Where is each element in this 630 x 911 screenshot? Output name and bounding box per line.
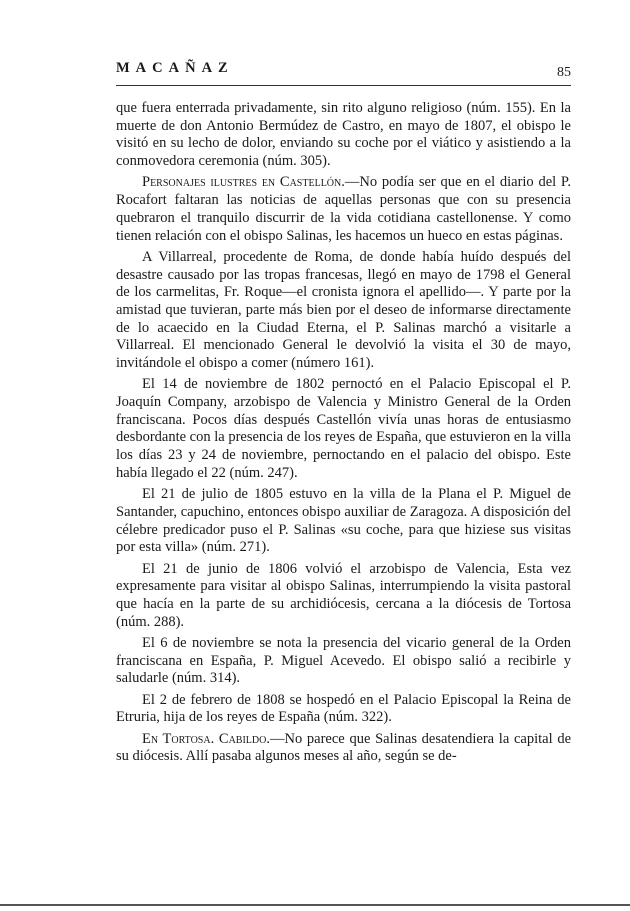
body-text	[116, 100, 571, 770]
section-lead: Personajes ilustres en Castellón.	[142, 174, 345, 191]
paragraph-4	[116, 376, 571, 482]
paragraph-text: que fuera enterrada privadamente, sin rito alguno religioso (núm. 155). En la muerte de don Antonio Bermúdez de Castro, en mayo de 1807, el obispo le visitó en su lecho de dolor, enviando su coche por el viático y asistiendo a la conmovedora ceremonia (núm. 305).	[116, 100, 571, 170]
scan-edge-line	[0, 904, 630, 906]
paragraph-9	[116, 731, 571, 766]
paragraph-6	[116, 561, 571, 632]
paragraph-text: A Villarreal, procedente de Roma, de donde había huído después del desastre causado por las tropas francesas, llegó en mayo de 1798 el General de los carmelitas, Fr. Roque—el cronista ignora el apellido—. Y parte por la amistad que tuvieran, parte más bien por el deseo de informarse directamente de lo acaecido en la Ciudad Eterna, el P. Salinas marchó a visitarle a Villarreal. El mencionado General le devolvió la visita el 30 de mayo, invitándole el obispo a comer (número 161).	[116, 248, 571, 372]
paragraph-text: El 2 de febrero de 1808 se hospedó en el Palacio Episcopal la Reina de Etruria, hija de los reyes de España (núm. 322).	[116, 691, 571, 726]
paragraph-2	[116, 174, 571, 245]
paragraph-8	[116, 692, 571, 727]
paragraph-7	[116, 635, 571, 688]
paragraph-3	[116, 249, 571, 373]
paragraph-text: El 14 de noviembre de 1802 pernoctó en el Palacio Episcopal el P. Joaquín Company, arzobispo de Valencia y Ministro General de la Orden franciscana. Pocos días después Castellón vivía unas horas de entusiasmo desbordante con la presencia de los reyes de España, que estuvieron en la villa los días 23 y 24 de noviembre, pernoctando en el palacio del obispo. Este había llegado el 22 (núm. 247).	[116, 376, 571, 481]
paragraph-text: El 6 de noviembre se nota la presencia del vicario general de la Orden franciscana en España, P. Miguel Acevedo. El obispo salió a recibirle y saludarle (núm. 314).	[116, 634, 571, 687]
paragraph-text: El 21 de julio de 1805 estuvo en la villa de la Plana el P. Miguel de Santander, capuchino, entonces obispo auxiliar de Zaragoza. A disposición del célebre predicador puso el P. Salinas «su coche, para que hiziese sus visitas por esta villa» (núm. 271).	[116, 486, 571, 556]
paragraph-text: —No parece que Salinas desatendiera la capital de su diócesis. Allí pasaba algunos meses al año, según se de-	[116, 730, 572, 765]
header-rule	[116, 85, 571, 86]
section-lead: En Tortosa. Cabildo.	[142, 730, 270, 747]
paragraph-1	[116, 100, 571, 171]
paragraph-5	[116, 486, 571, 557]
page-header	[116, 56, 571, 86]
paragraph-text: El 21 de junio de 1806 volvió el arzobispo de Valencia, Esta vez expresamente para visitar al obispo Salinas, interrumpiendo la visita pastoral que hacía en la parte de su archidiócesis, cercana a la diócesis de Tortosa (núm. 288).	[116, 560, 571, 630]
running-head: MACAÑAZ	[116, 60, 234, 76]
page-number: 85	[557, 65, 571, 80]
paragraph-text: —No podía ser que en el diario del P. Rocafort faltaran las noticias de aquellas personas que con su presencia quebraron el tranquilo discurrir de la vida cotidiana castellonense. Y como tienen relación con el obispo Salinas, les hacemos un hueco en estas páginas.	[116, 174, 572, 244]
